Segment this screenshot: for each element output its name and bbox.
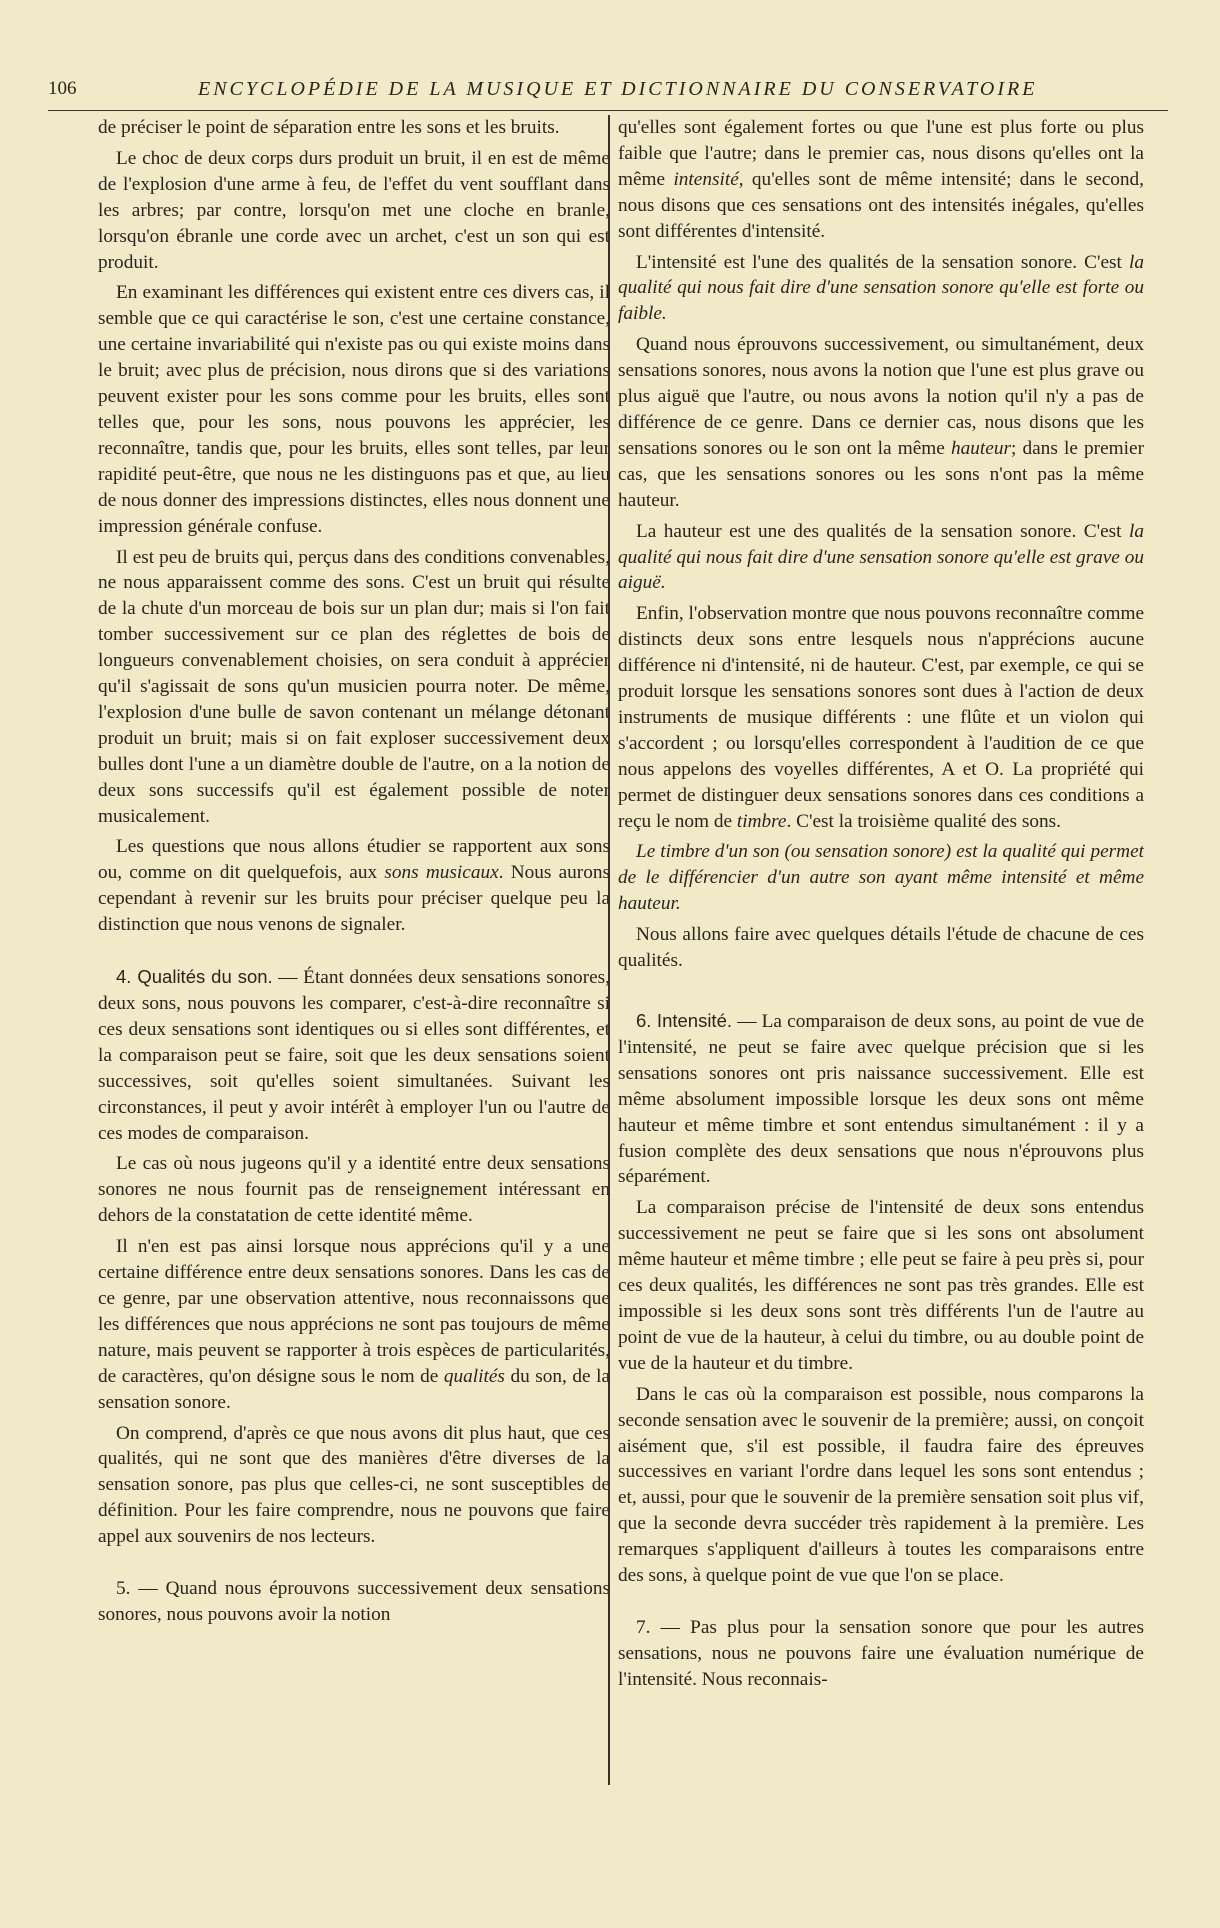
paragraph: de préciser le point de séparation entre les sons et les bruits. [98, 117, 560, 138]
paragraph: Dans le cas où la comparaison est possible, nous comparons la seconde sensation avec le souvenir de la première; aussi, on conçoit aisément que, s'il est possible, il faudra faire des épreuves successives en variant l'ordre dans lequel les sons sont entendus ; et, aussi, pour que le souvenir de la première sensation soit plus vif, que la seconde devra succéder très rapidement à la première. Les remarques s'appliquent d'ailleurs à toutes les comparaisons entre des sons, à quelque point de vue que l'on se place. [618, 1383, 1144, 1587]
running-title: ENCYCLOPÉDIE DE LA MUSIQUE ET DICTIONNAIRE DU CONSERVATOIRE [198, 78, 1038, 100]
section-4: 4. Qualités du son. — Étant données deux sensations sonores, deux sons, nous pouvons les comparer, c'est-à-dire reconnaître si ces deux sensations sont identiques ou si elles sont différentes, et la comparaison peut se faire, soit que les deux sensations soient successives, soit qu'elles soient simultanées. Suivant les circonstances, il peut y avoir intérêt à employer l'un ou l'autre de ces modes de comparaison. [98, 966, 610, 1144]
paragraph: La comparaison précise de l'intensité de deux sons entendus successivement ne peut se faire que si les sons ont absolument même hauteur et même timbre ; elle peut se faire à peu près si, pour ces deux qualités, les différences ne sont pas très grandes. Elle est impossible si les deux sons sont très différents l'un de l'autre au point de vue de la hauteur, à celui du timbre, ou au double point de vue de la hauteur et du timbre. [618, 1197, 1144, 1374]
right-column [618, 115, 1144, 1905]
paragraph: Enfin, l'observation montre que nous pouvons reconnaître comme distincts deux sons entre lesquels nous n'apprécions aucune différence ni d'intensité, ni de hauteur. C'est, par exemple, ce qui se produit lorsque les sensations sonores sont dues à l'action de deux instruments de musique différents : une flûte et un violon qui s'accordent ; ou lorsqu'elles correspondent à l'audition de ce que nous appelons des voyelles différentes, A et O. La propriété qui permet de distinguer deux sensations sonores dans ces conditions a reçu le nom de timbre. C'est la troisième qualité des sons. [618, 603, 1144, 832]
page-number: 106 [48, 78, 77, 99]
section-heading: 4. Qualités du son. [116, 966, 273, 988]
page-header [48, 70, 1168, 111]
paragraph: En examinant les différences qui existent entre ces divers cas, il semble que ce qui caractérise le son, c'est une certaine constance, une certaine invariabilité qui n'existe pas ou qui existe moins dans le bruit; avec plus de précision, nous dirons que si des variations peuvent exister pour les sons comme pour les bruits, elles sont telles que, pour les sons, nous pouvons les apprécier, les reconnaître, tandis que, pour les bruits, elles sont telles, par leur rapidité peut-être, que nous ne les distinguons pas et que, au lieu de nous donner des impressions distinctes, elles nous donnent une impression générale confuse. [98, 282, 610, 537]
paragraph: qu'elles sont également fortes ou que l'une est plus forte ou plus faible que l'autre; dans le premier cas, nous disons qu'elles ont la même intensité, qu'elles sont de même intensité; dans le second, nous disons que ces sensations ont des intensités inégales, qu'elles sont différentes d'intensité. [618, 117, 1144, 242]
paragraph: Le choc de deux corps durs produit un bruit, il en est de même de l'explosion d'une arme à feu, de l'effet du vent soufflant dans les arbres; par contre, lorsqu'on met une cloche en branle, lorsqu'on ébranle une corde avec un archet, c'est un son qui est produit. [98, 147, 610, 273]
paragraph: Quand nous éprouvons successivement, ou simultanément, deux sensations sonores, nous avons la notion que l'une est plus grave ou plus aiguë que l'autre, ou nous avons la notion qu'il n'y a pas de différence de ce genre. Dans ce dernier cas, nous disons que les sensations sonores ou le son ont la même hauteur; dans le premier cas, que les sensations sonores ou les sons n'ont pas la même hauteur. [618, 334, 1144, 511]
paragraph: Il n'en est pas ainsi lorsque nous apprécions qu'il y a une certaine différence entre deux sensations sonores. Dans les cas de ce genre, par une observation attentive, nous reconnaissons que les différences que nous apprécions ne sont pas toujours de même nature, mais peuvent se rapporter à trois espèces de particularités, de caractères, qu'on désigne sous le nom de qualités du son, de la sensation sonore. [98, 1236, 610, 1413]
paragraph: Nous allons faire avec quelques détails l'étude de chacune de ces qualités. [618, 924, 1144, 972]
section-5: 5. — Quand nous éprouvons successivement deux sensations sonores, nous pouvons avoir la notion [98, 1578, 610, 1625]
paragraph: La hauteur est une des qualités de la sensation sonore. C'est la qualité qui nous fait dire d'une sensation sonore qu'elle est grave ou aiguë. [618, 520, 1144, 594]
paragraph: On comprend, d'après ce que nous avons dit plus haut, que ces qualités, qui ne sont que des manières d'être diverses de la sensation sonore, pas plus que celles-ci, ne sont susceptibles de définition. Pour les faire comprendre, nous ne pouvons que faire appel aux souvenirs de nos lecteurs. [98, 1422, 610, 1548]
paragraph: L'intensité est l'une des qualités de la sensation sonore. C'est la qualité qui nous fait dire d'une sensation sonore qu'elle est forte ou faible. [618, 251, 1144, 325]
paragraph: Il est peu de bruits qui, perçus dans des conditions convenables, ne nous apparaissent comme des sons. C'est un bruit qui résulte de la chute d'un morceau de bois sur un plan dur; mais si l'on fait tomber successivement sur ce plan des réglettes de bois de longueurs convenablement choisies, on sera conduit à apprécier qu'il s'agissait de sons qu'un musicien pourra noter. De même, l'explosion d'une bulle de savon contenant un mélange détonant produit un bruit; mais si on fait exploser successivement deux bulles dont l'une a un diamètre double de l'autre, on a la notion de deux sons successifs qu'il est également possible de noter musicalement. [98, 546, 610, 827]
section-7: 7. — Pas plus pour la sensation sonore que pour les autres sensations, nous ne pouvons faire une évaluation numérique de l'intensité. Nous reconnais- [618, 1616, 1144, 1690]
definition-timbre: Le timbre d'un son (ou sensation sonore) est la qualité qui permet de le différencier d'un autre son ayant même intensité et même hauteur. [618, 841, 1144, 915]
left-column [98, 115, 610, 1905]
paragraph: Les questions que nous allons étudier se rapportent aux sons ou, comme on dit quelquefois, aux sons musicaux. Nous aurons cependant à revenir sur les bruits pour préciser quelque peu la distinction que nous venons de signaler. [98, 836, 610, 936]
section-6: 6. Intensité. — La comparaison de deux sons, au point de vue de l'intensité, ne peut se faire avec quelque précision que si les sensations sonores ont pris naissance successivement. Elle est même absolument impossible lorsque les deux sons ont même hauteur et même timbre et sont entendus simultanément : il y a fusion complète des deux sensations que nous n'éprouvons plus séparément. [618, 1010, 1144, 1188]
section-heading: 6. Intensité. [636, 1010, 733, 1031]
paragraph: Le cas où nous jugeons qu'il y a identité entre deux sensations sonores ne nous fournit pas de renseignement intéressant en dehors de la constatation de cette identité même. [98, 1153, 610, 1227]
